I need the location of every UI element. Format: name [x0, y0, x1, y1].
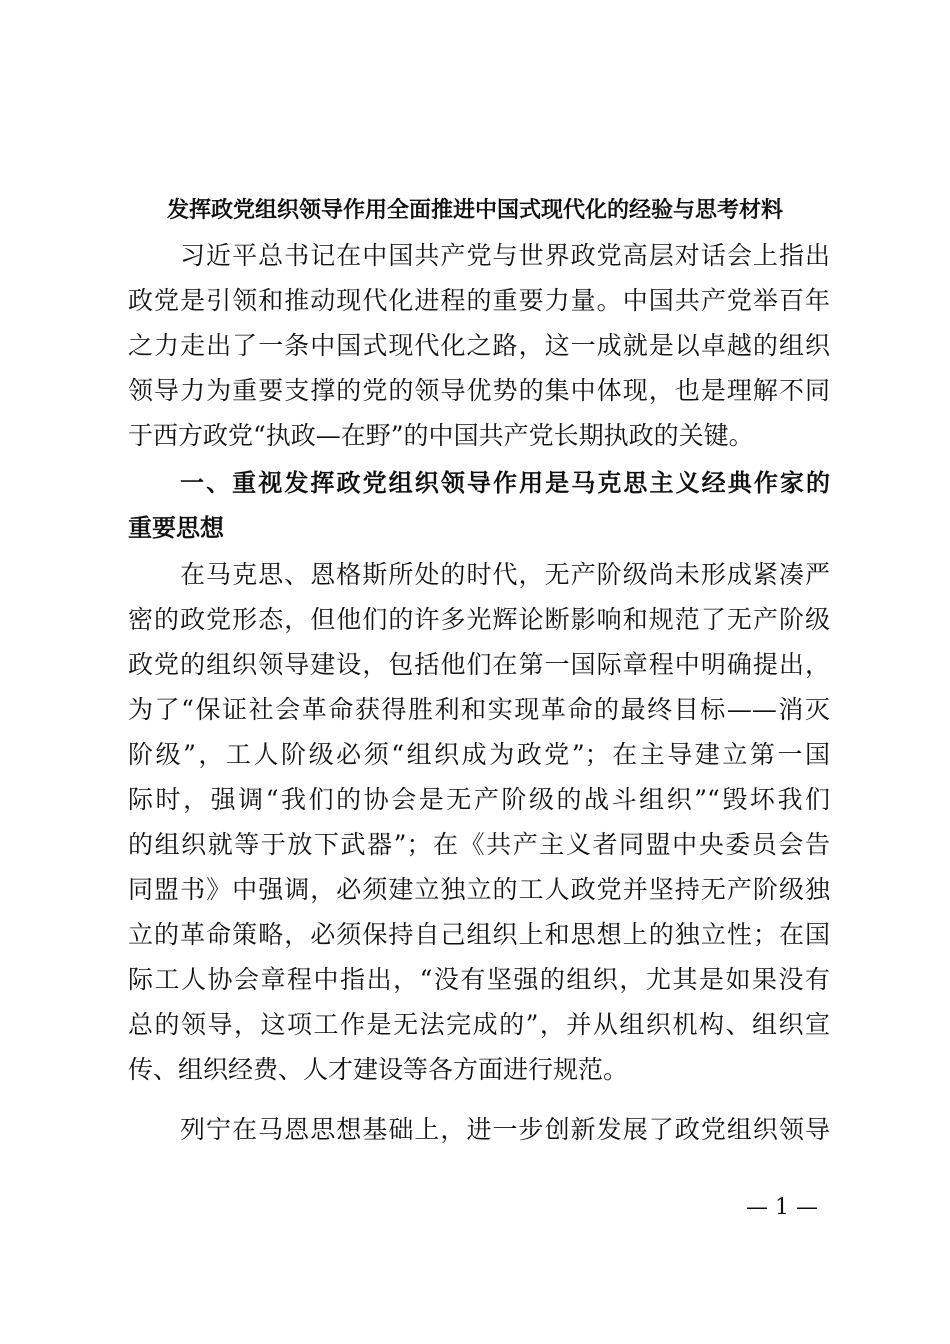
- paragraph-line: 的组织就等于放下武器”；在《共产主义者同盟中央委员会告: [128, 830, 830, 859]
- paragraph-line: 际工人协会章程中指出，“没有坚强的组织，尤其是如果没有: [128, 965, 830, 994]
- page-number: — 1 —: [746, 1195, 818, 1220]
- paragraph-line: 立的革命策略，必须保持自己组织上和思想上的独立性；在国: [128, 920, 830, 949]
- intro-line: 领导力为重要支撑的党的领导优势的集中体现，也是理解不同: [128, 376, 830, 405]
- paragraph-line: 政党的组织领导建设，包括他们在第一国际章程中明确提出，: [128, 650, 830, 679]
- document-title: 发挥政党组织领导作用全面推进中国式现代化的经验与思考材料: [166, 197, 783, 223]
- paragraph-line: 总的领导，这项工作是无法完成的”，并从组织机构、组织宣: [128, 1010, 830, 1039]
- section-heading: 一、重视发挥政党组织领导作用是马克思主义经典作家的: [180, 469, 830, 497]
- paragraph-line: 密的政党形态，但他们的许多光辉论断影响和规范了无产阶级: [128, 605, 830, 634]
- intro-line: 之力走出了一条中国式现代化之路，这一成就是以卓越的组织: [128, 331, 830, 360]
- paragraph-line: 为了“保证社会革命获得胜利和实现革命的最终目标——消灭: [128, 695, 830, 724]
- intro-line: 于西方政党“执政—在野”的中国共产党长期执政的关键。: [128, 421, 754, 450]
- intro-line: 政党是引领和推动现代化进程的重要力量。中国共产党举百年: [128, 286, 830, 315]
- paragraph-line: 在马克思、恩格斯所处的时代，无产阶级尚未形成紧凑严: [180, 560, 830, 589]
- paragraph-line: 阶级”，工人阶级必须“组织成为政党”；在主导建立第一国: [128, 740, 830, 769]
- paragraph-line: 同盟书》中强调，必须建立独立的工人政党并坚持无产阶级独: [128, 875, 830, 904]
- intro-line: 习近平总书记在中国共产党与世界政党高层对话会上指出: [180, 241, 830, 270]
- paragraph-line: 际时，强调“我们的协会是无产阶级的战斗组织”“毁坏我们: [128, 785, 830, 814]
- paragraph-line: 列宁在马恩思想基础上，进一步创新发展了政党组织领导: [180, 1115, 830, 1144]
- section-heading: 重要思想: [128, 514, 224, 542]
- paragraph-line: 传、组织经费、人才建设等各方面进行规范。: [128, 1055, 629, 1084]
